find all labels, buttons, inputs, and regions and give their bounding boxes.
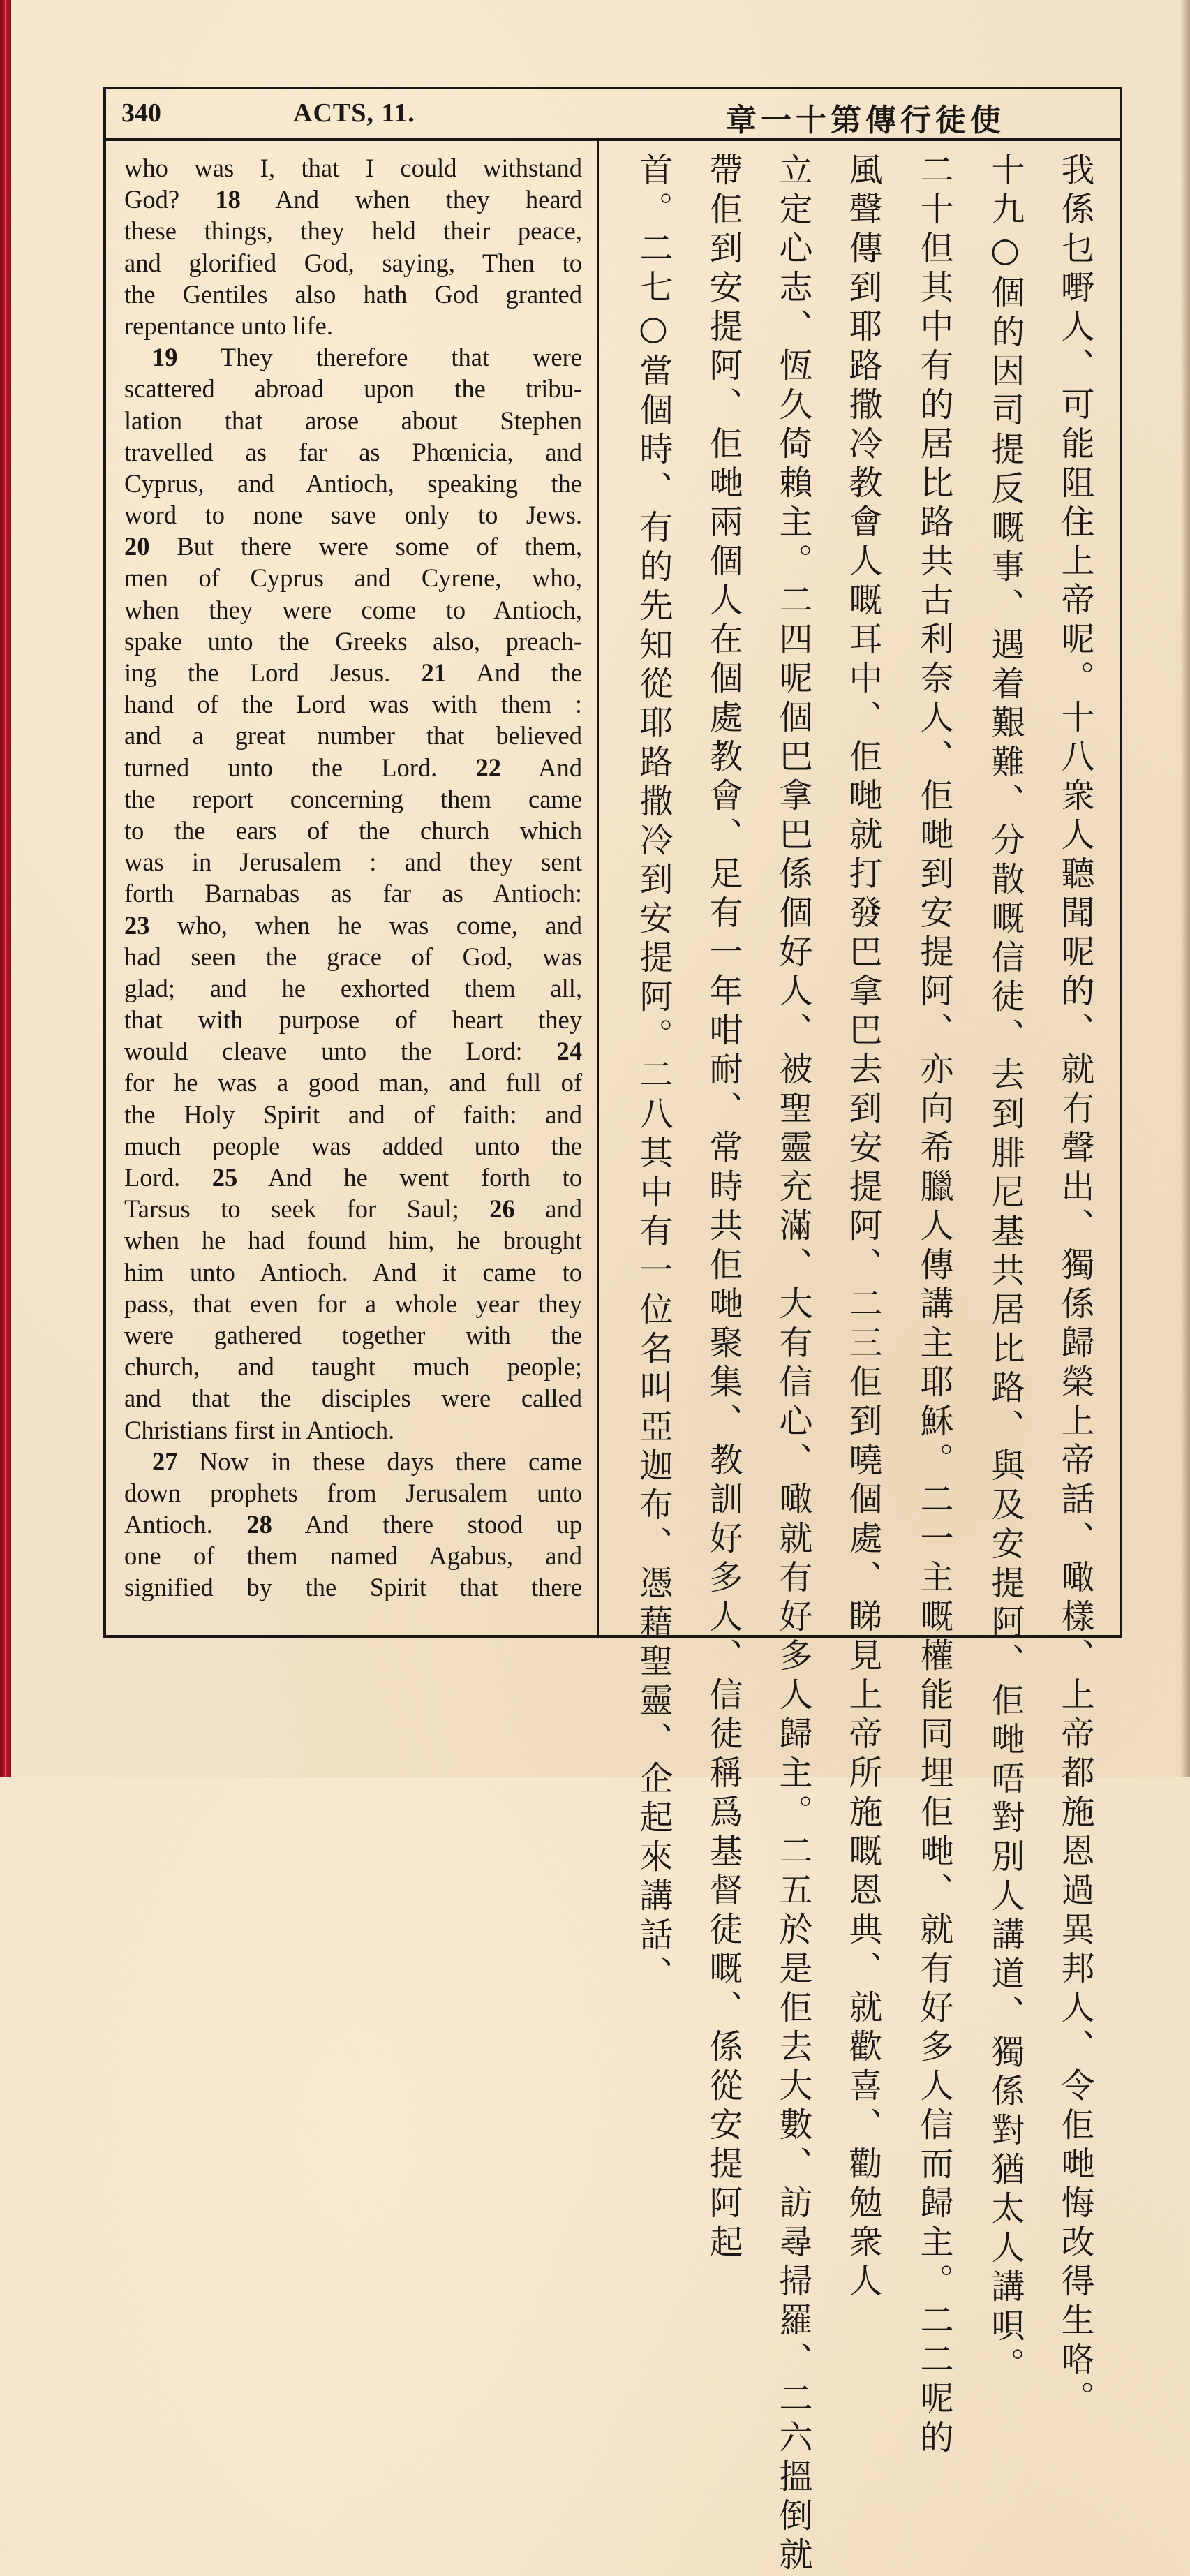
english-text-line bbox=[124, 752, 582, 783]
chinese-text-column: 我係乜嘢人、可能阻住上帝呢。十八衆人聽聞呢的、就冇聲出、獨係歸榮上帝話、噉樣、上帝都施恩過異邦人、令佢哋悔改得生咯。 bbox=[1055, 152, 1094, 2420]
line-text: would cleave unto the Lord: bbox=[124, 1037, 557, 1066]
line-text: Cyprus, and Antioch, speaking the bbox=[124, 468, 582, 498]
line-text: the report concerning them came bbox=[124, 784, 582, 813]
line-text: Christians first in Antioch. bbox=[124, 1415, 395, 1444]
english-text-line bbox=[124, 1130, 582, 1162]
line-text: glad; and he exhorted them all, bbox=[124, 973, 582, 1002]
english-text-line bbox=[124, 1099, 582, 1130]
line-text: was in Jerusalem : and they sent bbox=[124, 847, 582, 877]
line-text: travelled as far as Phœnicia, and bbox=[124, 437, 582, 466]
line-text: Tarsus to seek for Saul; bbox=[124, 1194, 490, 1224]
line-text: down prophets from Jerusalem unto bbox=[124, 1478, 582, 1507]
english-text-line bbox=[124, 184, 582, 215]
english-text-line bbox=[124, 562, 582, 593]
line-text: one of them named Agabus, and bbox=[124, 1541, 582, 1571]
page-frame bbox=[103, 87, 1122, 2576]
line-text: They therefore that were bbox=[177, 343, 582, 372]
line-text: men of Cyprus and Cyrene, who, bbox=[124, 563, 582, 593]
verse-number: 21 bbox=[421, 658, 447, 687]
english-text-line bbox=[124, 720, 582, 751]
chinese-running-head: 章一十第傳行徒使 bbox=[726, 103, 1005, 138]
english-text-line bbox=[124, 436, 582, 468]
english-text-line bbox=[124, 972, 582, 1004]
english-text-line bbox=[124, 1477, 582, 1509]
english-text-line bbox=[124, 1540, 582, 1571]
english-text-line bbox=[124, 373, 582, 404]
english-text-line bbox=[124, 878, 582, 909]
english-text-line bbox=[124, 941, 582, 972]
english-text-line bbox=[124, 341, 582, 373]
verse-number: 22 bbox=[475, 753, 501, 782]
line-text: and a great number that believed bbox=[124, 721, 582, 750]
english-text-line bbox=[124, 846, 582, 878]
line-text: And there stood up bbox=[272, 1510, 583, 1539]
page-header bbox=[106, 89, 1120, 141]
chinese-text-columns bbox=[613, 152, 1110, 2576]
english-text-line bbox=[124, 279, 582, 310]
line-text: when he had found him, he brought bbox=[124, 1226, 582, 1255]
line-text: God? bbox=[124, 185, 216, 214]
page-number: 340 bbox=[121, 98, 161, 128]
english-text-line bbox=[124, 688, 582, 720]
line-text: these things, they held their peace, bbox=[124, 216, 582, 246]
line-text: And he went forth to bbox=[237, 1163, 582, 1192]
line-text: And bbox=[500, 753, 582, 782]
english-text-line bbox=[124, 1067, 582, 1098]
line-text: scattered abroad upon the tribu- bbox=[124, 374, 582, 404]
line-text: repentance unto life. bbox=[124, 311, 333, 340]
verse-number: 27 bbox=[152, 1446, 178, 1476]
english-text-line bbox=[124, 499, 582, 531]
book-page-edge bbox=[0, 0, 11, 1777]
chinese-text-column: 十九○個的因司提反嘅事、遇着艱難、分散嘅信徒、去到腓尼基共居比路、與及安提阿、佢哋唔對別人講道、獨係對猶太人講唄。 bbox=[986, 152, 1025, 2386]
line-text: much people was added unto the bbox=[124, 1131, 582, 1160]
line-text: And when they heard bbox=[240, 185, 582, 214]
line-text: when they were come to Antioch, bbox=[124, 595, 582, 624]
line-text: Lord. bbox=[124, 1163, 212, 1192]
line-text: him unto Antioch. And it came to bbox=[124, 1257, 582, 1287]
english-text-line bbox=[124, 1162, 582, 1193]
english-text-line bbox=[124, 468, 582, 499]
english-text-line bbox=[124, 152, 582, 184]
line-text: Antioch. bbox=[124, 1510, 247, 1539]
line-text: to the ears of the church which bbox=[124, 815, 582, 845]
verse-number: 28 bbox=[246, 1510, 272, 1539]
english-text-line bbox=[124, 1193, 582, 1224]
line-text: were gathered together with the bbox=[124, 1320, 582, 1349]
english-text-line bbox=[124, 1509, 582, 1540]
english-text-line bbox=[124, 1351, 582, 1382]
chinese-text-column: 立定心志、恆久倚賴主。二四呢個巴拿巴係個好人、被聖靈充滿、大有信心、噉就有好多人歸主。二五於是佢去大數、訪尋掃羅、二六搵倒就 bbox=[773, 152, 812, 2576]
line-text: turned unto the Lord. bbox=[124, 753, 476, 782]
english-text-line bbox=[124, 657, 582, 688]
chinese-text-column: 二十但其中有的居比路共古利奈人、佢哋到安提阿、亦向希臘人傳講主耶穌。二一主嘅權能同埋佢哋、就有好多人信而歸主。二二呢的 bbox=[914, 152, 953, 2459]
english-text-line bbox=[124, 626, 582, 657]
english-text-line bbox=[124, 910, 582, 941]
line-text: the Gentiles also hath God granted bbox=[124, 279, 582, 309]
page-gutter-shadow bbox=[1180, 0, 1190, 1777]
english-text-line bbox=[124, 1571, 582, 1603]
line-text: Now in these days there came bbox=[177, 1446, 582, 1476]
column-divider bbox=[597, 141, 599, 1635]
chinese-text-column: 帶佢到安提阿、佢哋兩個人在個處教會、足有一年咁耐、常時共佢哋聚集、教訓好多人、信徒稱爲基督徒嘅、係從安提阿起 bbox=[704, 152, 743, 2263]
line-text: word to none save only to Jews. bbox=[124, 501, 582, 530]
english-text-column bbox=[124, 152, 582, 1604]
verse-number: 19 bbox=[152, 343, 178, 372]
chinese-text-column: 首。二七○當個時、有的先知從耶路撒冷到安提阿。二八其中有一位名叫亞迦布、憑藉聖靈、企起來講話、 bbox=[634, 152, 673, 1995]
chinese-text-column: 風聲傳到耶路撒冷教會人嘅耳中、佢哋就打發巴拿巴去到安提阿、二三佢到嘵個處、睇見上帝所施嘅恩典、就歡喜、勸勉衆人 bbox=[843, 152, 882, 2302]
english-text-line bbox=[124, 1382, 582, 1414]
english-text-line bbox=[124, 215, 582, 246]
english-text-line bbox=[124, 1288, 582, 1319]
line-text: But there were some of them, bbox=[149, 532, 582, 561]
english-text-line bbox=[124, 310, 582, 341]
english-text-line bbox=[124, 1257, 582, 1288]
line-text: the Holy Spirit and of faith: and bbox=[124, 1100, 582, 1129]
verse-number: 24 bbox=[556, 1037, 582, 1066]
english-text-line bbox=[124, 247, 582, 279]
line-text: had seen the grace of God, was bbox=[124, 942, 582, 971]
line-text: forth Barnabas as far as Antioch: bbox=[124, 879, 582, 908]
line-text: And the bbox=[447, 658, 582, 687]
line-text: lation that arose about Stephen bbox=[124, 406, 582, 435]
english-text-line bbox=[124, 405, 582, 436]
line-text: that with purpose of heart they bbox=[124, 1005, 582, 1035]
english-text-line bbox=[124, 1319, 582, 1351]
line-text: and that the disciples were called bbox=[124, 1384, 582, 1413]
english-text-line bbox=[124, 531, 582, 562]
line-text: spake unto the Greeks also, preach- bbox=[124, 626, 582, 656]
english-text-line bbox=[124, 1414, 582, 1446]
line-text: ing the Lord Jesus. bbox=[124, 658, 422, 687]
english-text-line bbox=[124, 1446, 582, 1477]
line-text: for he was a good man, and full of bbox=[124, 1068, 582, 1097]
line-text: who, when he was come, and bbox=[149, 910, 582, 940]
english-text-line bbox=[124, 1224, 582, 1256]
line-text: and glorified God, saying, Then to bbox=[124, 248, 582, 277]
english-text-line bbox=[124, 1004, 582, 1035]
verse-number: 23 bbox=[124, 910, 150, 940]
line-text: signified by the Spirit that there bbox=[124, 1573, 582, 1602]
verse-number: 20 bbox=[124, 532, 150, 561]
line-text: who was I, that I could withstand bbox=[124, 154, 582, 182]
verse-number: 18 bbox=[215, 185, 241, 214]
verse-number: 26 bbox=[489, 1194, 515, 1224]
line-text: and bbox=[514, 1194, 582, 1224]
running-head: ACTS, 11. bbox=[293, 98, 415, 128]
english-text-line bbox=[124, 1035, 582, 1067]
english-text-line bbox=[124, 783, 582, 815]
line-text: hand of the Lord was with them : bbox=[124, 690, 582, 719]
english-text-line bbox=[124, 815, 582, 846]
line-text: pass, that even for a whole year they bbox=[124, 1289, 582, 1318]
line-text: church, and taught much people; bbox=[124, 1352, 582, 1382]
english-text-line bbox=[124, 594, 582, 626]
verse-number: 25 bbox=[211, 1163, 238, 1192]
